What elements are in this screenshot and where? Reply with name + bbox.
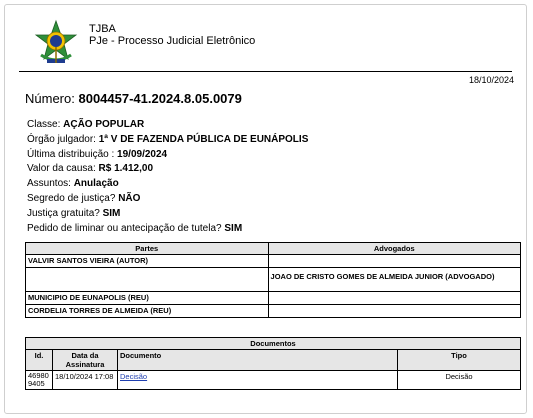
table-row — [26, 371, 521, 390]
field-orgao-julgador: Órgão julgador: 1ª V DE FAZENDA PÚBLICA DE EUNÁPOLIS — [27, 133, 309, 145]
brasao-icon — [33, 19, 79, 67]
col-partes: Partes — [26, 243, 269, 255]
advogado-cell — [268, 255, 520, 268]
advogado-cell — [268, 305, 520, 318]
document-header — [33, 19, 523, 69]
field-pedido-liminar: Pedido de liminar ou antecipação de tutela? SIM — [27, 222, 243, 234]
table-row — [26, 268, 521, 292]
field-assuntos: Assuntos: Anulação — [27, 178, 119, 190]
doc-id-cell: 46980 9405 — [26, 371, 53, 390]
field-justica-gratuita: Justiça gratuita? SIM — [27, 207, 121, 219]
parte-cell: MUNICIPIO DE EUNAPOLIS (REU) — [26, 292, 269, 305]
process-fields — [27, 118, 308, 236]
header-divider — [19, 71, 512, 72]
parte-cell: VALVIR SANTOS VIEIRA (AUTOR) — [26, 255, 269, 268]
field-valor-causa: Valor da causa: R$ 1.412,00 — [27, 163, 154, 175]
advogado-cell: JOAO DE CRISTO GOMES DE ALMEIDA JUNIOR (ADVOGADO) — [268, 268, 520, 292]
document-page — [4, 4, 527, 414]
field-classe: Classe: AÇÃO POPULAR — [27, 119, 145, 130]
field-ultima-distribuicao: Última distribuição : 19/09/2024 — [27, 148, 168, 160]
doc-data-cell: 18/10/2024 17:08 — [53, 371, 118, 390]
report-date: 18/10/2024 — [468, 75, 514, 85]
partes-table — [25, 242, 521, 318]
system-name: PJe - Processo Judicial Eletrônico — [89, 35, 256, 47]
org-name: TJBA — [89, 23, 116, 35]
table-row — [26, 305, 521, 318]
table-row — [26, 255, 521, 268]
col-data-assinatura: Data da Assinatura — [53, 350, 118, 371]
documento-link[interactable]: Decisão — [120, 372, 148, 381]
doc-documento-cell — [118, 371, 398, 390]
table-row — [26, 292, 521, 305]
advogado-cell — [268, 292, 520, 305]
col-id: Id. — [26, 350, 53, 371]
documentos-table — [25, 337, 521, 390]
process-number-value: 8004457-41.2024.8.05.0079 — [78, 91, 242, 106]
col-advogados: Advogados — [268, 243, 520, 255]
field-segredo-justica: Segredo de justiça? NÃO — [27, 192, 141, 204]
documentos-title: Documentos — [26, 338, 521, 350]
process-number-label: Número: — [25, 91, 75, 106]
col-documento: Documento — [118, 350, 398, 371]
process-number — [25, 91, 242, 106]
doc-tipo-cell: Decisão — [398, 371, 521, 390]
parte-cell: CORDELIA TORRES DE ALMEIDA (REU) — [26, 305, 269, 318]
parte-cell — [26, 268, 269, 292]
col-tipo: Tipo — [398, 350, 521, 371]
